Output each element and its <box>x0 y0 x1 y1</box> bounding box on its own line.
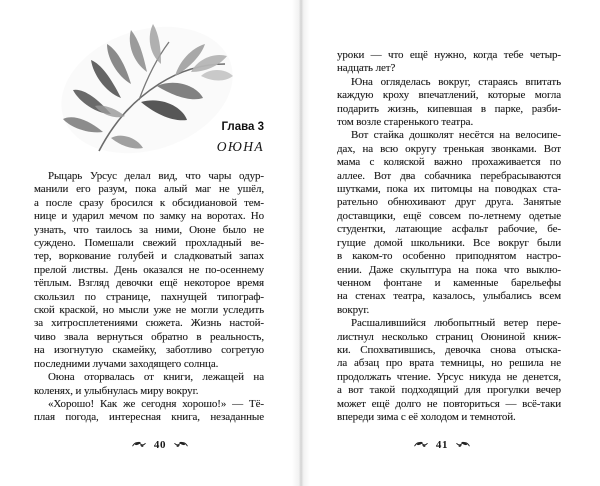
paragraph <box>337 49 561 76</box>
text-line: в каком-то особенно приподнятом настро- <box>337 250 561 263</box>
text-line: а после сразу бросился к обсидиановой тем- <box>34 196 264 209</box>
text-line: подарить жизнь, кипевшая в парке, разби- <box>337 102 561 115</box>
text-line: впереди зима с её холодом и темнотой. <box>337 410 516 423</box>
text-line: уроки — что ещё нужно, когда тебе четыр- <box>337 49 561 61</box>
text-line: за хитросплетениями сюжета. Жизнь настой- <box>34 317 264 330</box>
text-line: ении. Даже скульптура на пока что выклю- <box>337 263 561 276</box>
text-line: тёплым. Взгляд девочки ещё некоторое время <box>34 277 264 290</box>
text-line: рательно обнюхивают друг друга. Занятые <box>337 196 561 209</box>
right-page-number: 41 <box>435 438 449 451</box>
text-line: продолжать чтение. Урсус никуда не денется, <box>337 370 561 383</box>
text-line: студентки, латающие асфальт рабочие, бе- <box>337 223 561 236</box>
folio-flourish-left-icon <box>132 440 146 449</box>
branch-illustration-icon <box>55 20 235 156</box>
text-line: на стенах театра, казалось, улыбались всем <box>337 290 561 303</box>
text-line: листнул несколько страниц Оюниной книж- <box>337 330 561 343</box>
page-right <box>300 0 600 486</box>
text-line: мама с коляской важно прохаживается по <box>337 156 561 169</box>
paragraph <box>337 129 561 317</box>
text-line: на изогнутую скамейку, заботливо согретую <box>34 344 264 357</box>
paragraph <box>34 398 264 425</box>
left-page-number: 40 <box>153 438 167 451</box>
text-line: дах, на всю округу тренькая звонками. Вот <box>337 142 561 155</box>
text-line: Вот стайка дошколят несётся на велосипе- <box>351 129 561 142</box>
text-line: нице и ударил мечом по замку на воротах. Но <box>34 210 264 223</box>
text-line: ской краской, но мысли уже не могли уследить <box>34 304 264 317</box>
text-line: ченном фонтане и каменные барельефы <box>337 276 561 289</box>
text-line: плая погода, интересная книга, незаданные <box>34 411 264 424</box>
folio-flourish-left-icon <box>414 440 428 449</box>
text-line: надцать лет? <box>337 62 396 75</box>
text-line: узнать, что таилось за ними, Оюне было не <box>34 223 264 236</box>
paragraph <box>34 170 264 371</box>
text-line: ки. Спохватившись, девочка снова отыска- <box>337 343 561 356</box>
text-line: гущие домой школьники. Все вокруг были <box>337 236 561 249</box>
text-line: каждую кроху впечатлений, которые могла <box>337 89 561 102</box>
folio-flourish-right-icon <box>456 440 470 449</box>
text-line: том возле старенького театра. <box>337 116 474 129</box>
text-line: а вот такой подходящий для прогулки вечер <box>337 384 561 397</box>
text-line: прелой листвы. День оказался не по-осеннему <box>34 263 264 276</box>
paragraph <box>34 371 264 398</box>
text-line: последними лучами заходящего солнца. <box>34 357 219 370</box>
right-page-footer <box>342 437 542 452</box>
text-line: чиво звала вернуться обратно в реальность, <box>34 330 264 343</box>
text-line: доставщики, ещё совсем по-летнему одетые <box>337 209 561 222</box>
text-line: Расшалившийся любопытный ветер пере- <box>351 317 561 330</box>
paragraph <box>337 76 561 130</box>
paragraph <box>337 317 561 424</box>
text-line: манили его разум, пока алый маг не ушёл, <box>34 183 264 196</box>
text-line: вокруг. <box>337 303 370 316</box>
chapter-title: ОЮНА <box>216 139 264 154</box>
text-line: Оюна оторвалась от книги, лежащей на <box>48 371 264 384</box>
chapter-label: Глава 3 <box>221 121 264 133</box>
text-line: «Хорошо! Как же сегодня хорошо!» — Тё- <box>48 397 264 410</box>
left-page-footer <box>60 437 260 452</box>
text-line: суждено. Помешали свежий прохладный ве- <box>34 237 264 250</box>
text-line: может ещё долго не повториться — всё-таки <box>337 397 561 410</box>
text-line: Рыцарь Урсус делал вид, что чары одур- <box>48 170 264 182</box>
text-line: Юна огляделась вокруг, стараясь впитать <box>351 75 561 88</box>
text-line: аллее. Вот два собачника перебрасываются <box>337 169 561 182</box>
text-line: коленях, и улыбнулась миру вокруг. <box>34 384 199 397</box>
text-line: скользил по странице, пахнущей типограф- <box>34 290 264 303</box>
text-line: ла абзац про врата темницы, но решила не <box>337 357 561 370</box>
right-page-body <box>337 49 561 424</box>
text-line: шутками, пока их питомцы на поводках ста- <box>337 183 561 196</box>
folio-flourish-right-icon <box>174 440 188 449</box>
text-line: тер, воркование голубей и сладковатый запах <box>34 250 264 263</box>
left-page-body <box>34 170 264 425</box>
